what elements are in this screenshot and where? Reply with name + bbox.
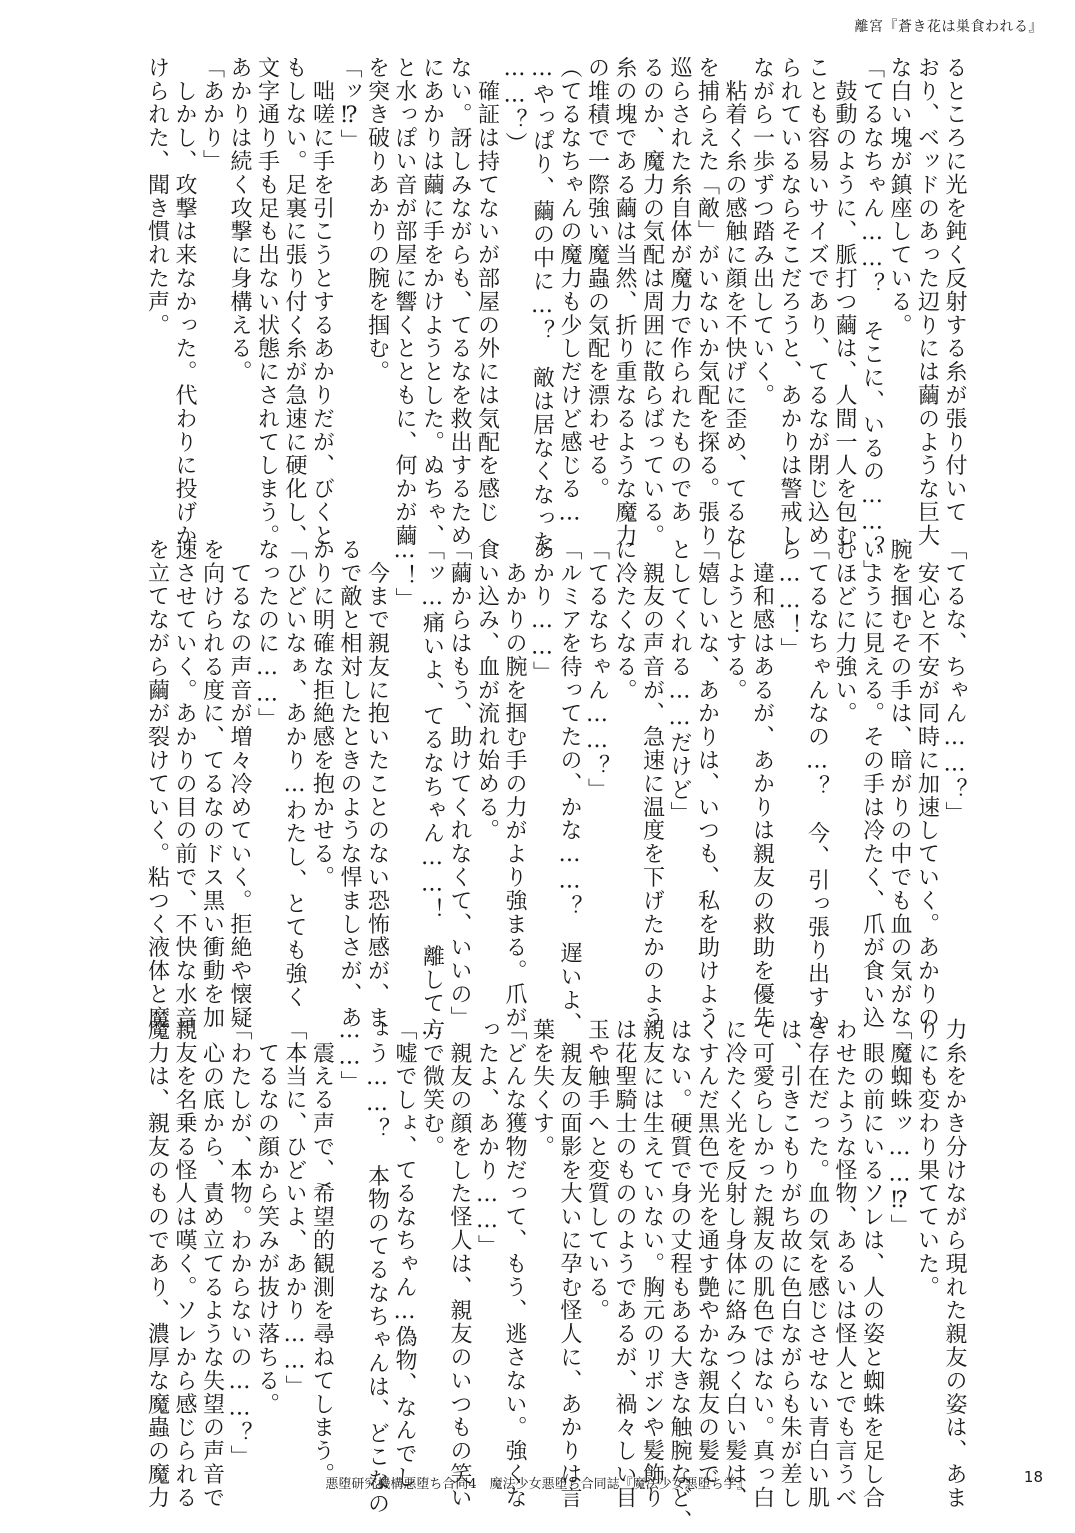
text-line: に冷たくなる。 — [612, 538, 637, 702]
text-line: 腕を掴むその手は、暗がりの中でも血の気がな — [887, 538, 912, 1030]
page-number: 18 — [1023, 1468, 1043, 1486]
text-line: られているならそこだろうと、あかりは警戒し — [777, 56, 802, 548]
text-line: ると​ころに光を鈍く反射する糸が張り付いて — [942, 56, 967, 524]
text-line: 「ひどいなぁ、あかり…わたし、とても強く — [282, 538, 307, 1009]
text-line: 速させていく。あかりの目の前で、不快な水音 — [172, 538, 197, 1030]
text-line: しようとする。 — [722, 538, 747, 702]
running-footer: 悪堕研究機構悪堕ち合同4 魔法少女悪堕ち合同誌『魔法少女悪堕ち学』 — [325, 1477, 750, 1492]
text-line: 「ッ⁉」 — [337, 56, 362, 153]
text-line: は、引きこもりがち故に色白ながらも朱が差し — [777, 1018, 802, 1510]
text-line: はない。硬質で身の丈程もある大きな触腕など、 — [667, 1018, 692, 1533]
text-line: ょう……？ 本物のてるなちゃんは、どこなの — [364, 1018, 390, 1516]
text-line: くすんだ黒色で光を通す艶やかな親友の髪で — [694, 1018, 720, 1486]
text-line: て可愛らしかった親友の肌色ではない。真っ白 — [749, 1018, 775, 1510]
text-line: 「てるな、ちゃん……？」 — [942, 538, 967, 825]
text-line: るで敵と相対したときのような悍ましさが、あ — [337, 538, 362, 1030]
text-line: 糸の塊である繭は当然、折り重なるような魔力 — [612, 56, 637, 548]
text-line: き存在だった。血の気を感じさせない青白い肌 — [804, 1018, 830, 1510]
text-line: を捕らえた「敵」がいないか気配を探る。張り — [694, 56, 720, 548]
text-line: 親友には生えていない。胸元のリボンや髪飾り — [639, 1018, 665, 1510]
text-line: けられた、聞き慣れた声。 — [144, 56, 170, 337]
text-line: しかし、攻撃は来なかった。代わりに投げか — [172, 56, 197, 548]
text-line: わせたような怪物、あるいは怪人とでも言うべ — [832, 1018, 857, 1510]
text-line: …やっぱり、繭の中に…？ 敵は居なくなった — [529, 56, 555, 554]
text-line: 鼓動のように、脈打つ繭は、人間一人を包む — [832, 56, 857, 548]
text-line: ことも容易いサイズであり、てるなが閉じ込め — [804, 56, 830, 548]
text-line: は花聖騎士のもののようであるが、禍々しい目 — [612, 1018, 637, 1510]
text-line: にあかりは繭に手をかけようとした。ぬちゃ、 — [419, 56, 445, 548]
text-line: 親友の面影を大いに孕む怪人に、あかりは言 — [557, 1018, 582, 1510]
text-line: あかり……」 — [529, 538, 555, 685]
text-line: ったよ、あかり……」 — [474, 1018, 500, 1258]
text-line: 咄嗟に手を引こうとするあかりだが、びくと — [309, 56, 335, 548]
text-line: なったのに……」 — [254, 538, 280, 732]
text-line: 葉を失くす。 — [529, 1018, 555, 1159]
text-line: 「てるなちゃんなの…？ 今、引っ張り出すか — [804, 538, 830, 1033]
text-line: （てるなちゃんの魔力も少しだけど感じる… — [557, 56, 582, 527]
text-line: ……」 — [337, 1018, 362, 1095]
text-line: りにも変わり果てていた。 — [914, 1018, 940, 1299]
text-line: てるなの顔から笑みが抜け落ちる。 — [254, 1018, 280, 1416]
text-line: ……？） — [502, 56, 527, 156]
text-line: 「魔蜘蛛ッ……⁉」 — [887, 1018, 912, 1238]
text-line: 「てるなちゃん……？ そこに、いるの……？」 — [859, 56, 885, 583]
text-line: 方で微笑む。 — [419, 1018, 445, 1159]
text-line: 文字通り手も足も出ない状態にされてしまう。 — [254, 56, 280, 548]
text-line: と水っぽい音が部屋に響くとともに、何かが繭 — [392, 56, 417, 548]
text-line: 眼の前にいるソレは、人の姿と蜘蛛を足し合 — [859, 1018, 885, 1510]
text-line: 親友の顔をした怪人は、親友のいつもの笑い — [447, 1018, 472, 1510]
text-line: …！」 — [392, 538, 417, 612]
text-line: 魔力は、親友のものであり、濃厚な魔蟲の魔力 — [144, 1018, 170, 1510]
text-line: 「わたしが、本物。わからないの……？」 — [227, 1018, 252, 1469]
text-line: 粘着く糸の感触に顔を不快げに歪め、てるな — [722, 56, 747, 548]
text-line: 親友を名乗る怪人は嘆く。ソレから感じられる — [172, 1018, 197, 1510]
text-line: 今まで親友に抱いたことのない恐怖感が、ま — [364, 538, 390, 1030]
text-line: 食い込み、血が流れ始める。 — [474, 538, 500, 843]
text-line: 「ルミアを待ってたの、かな……？ 遅いよ、 — [557, 538, 582, 1036]
text-tier-1 — [100, 56, 968, 583]
text-line: あかりは続く攻撃に身構える。 — [227, 56, 252, 384]
text-line: 「嬉しいな、あかりは、いつも、私を助けよう — [694, 538, 720, 1030]
text-line: ら……！」 — [777, 538, 802, 661]
running-header: 離宮『蒼き花は巣食われる』 — [854, 19, 1043, 35]
text-line: 「あかり」 — [199, 56, 225, 173]
text-line: 力糸をかき分けながら現れた親友の姿は、あま — [942, 1018, 967, 1510]
text-line: を立てながら繭が裂けていく。粘つく液体と魔 — [144, 538, 170, 1030]
text-line: な白い塊が鎮座している。 — [887, 56, 912, 337]
text-line: としてくれる……だけど」 — [667, 538, 692, 825]
text-line: を向けられる度に、てるなのドス黒い衝動を加 — [199, 538, 225, 1030]
text-line: 「ッ…痛いよ、てるなちゃん……！ 離して… — [419, 538, 445, 1042]
text-line: 安心と不安が同時に加速していく。あかりの — [914, 538, 940, 1030]
text-line: おり、ベッドのあった辺りには繭のような巨大 — [914, 56, 940, 548]
text-line: てるなの声音が増々冷めていく。拒絶や懐疑 — [227, 538, 252, 1030]
text-line: 「どんな獲物だって、もう、逃さない。強くな — [502, 1018, 527, 1510]
text-line: 「本当に、ひどいよ、あかり……」 — [282, 1018, 307, 1399]
text-line: 違和感はあるが、あかりは親友の救助を優先 — [749, 538, 775, 1030]
text-line: に冷たく光を反射し身体に絡みつく白い髪は、 — [722, 1018, 747, 1510]
text-line: 「てるなちゃん……？」 — [584, 538, 610, 802]
text-line: の堆積で一際強い魔蟲の気配を漂わせる。 — [584, 56, 610, 501]
text-line: かりに明確な拒絶感を抱かせる。 — [309, 538, 335, 889]
text-line: 震える声で、希望的観測を尋ねてしまう。 — [309, 1018, 335, 1486]
text-line: 確証は持てないが部屋の外には気配を感じ — [474, 56, 500, 524]
text-line: 親友の声音が、急速に温度を下げたかのよう — [639, 538, 665, 1030]
text-line: ながら一歩ずつ踏み出していく。 — [749, 56, 775, 407]
text-line: 玉や触手へと変質している。 — [584, 1018, 610, 1323]
text-line: 巡らされた糸自体が魔力で作られたものであ — [667, 56, 692, 524]
text-line: ない。訝しみながらも、てるなを救出するため — [447, 56, 472, 548]
text-line: むほどに力強い。 — [832, 538, 857, 726]
text-line: 「嘘でしょ、てるなちゃん…偽物、なんでし — [392, 1018, 417, 1489]
text-line: もしない。足裏に張り付く糸が急速に硬化し、 — [282, 56, 307, 548]
text-line: 心の底から、責め立てるような失望の声音で — [199, 1018, 225, 1510]
text-line: を突き破りあかりの腕を掴む。 — [364, 56, 390, 384]
text-line: いように見える。その手は冷たく、爪が食い込 — [859, 538, 885, 1030]
text-line: るのか、魔力の気配は周囲に散らばっている。 — [639, 56, 665, 548]
text-line: 「繭からはもう、助けてくれなくて、いいの」 — [447, 538, 472, 1030]
text-line: あかりの腕を掴む手の力がより強まる。爪が — [502, 538, 527, 1030]
text-tier-2 — [100, 538, 968, 1042]
